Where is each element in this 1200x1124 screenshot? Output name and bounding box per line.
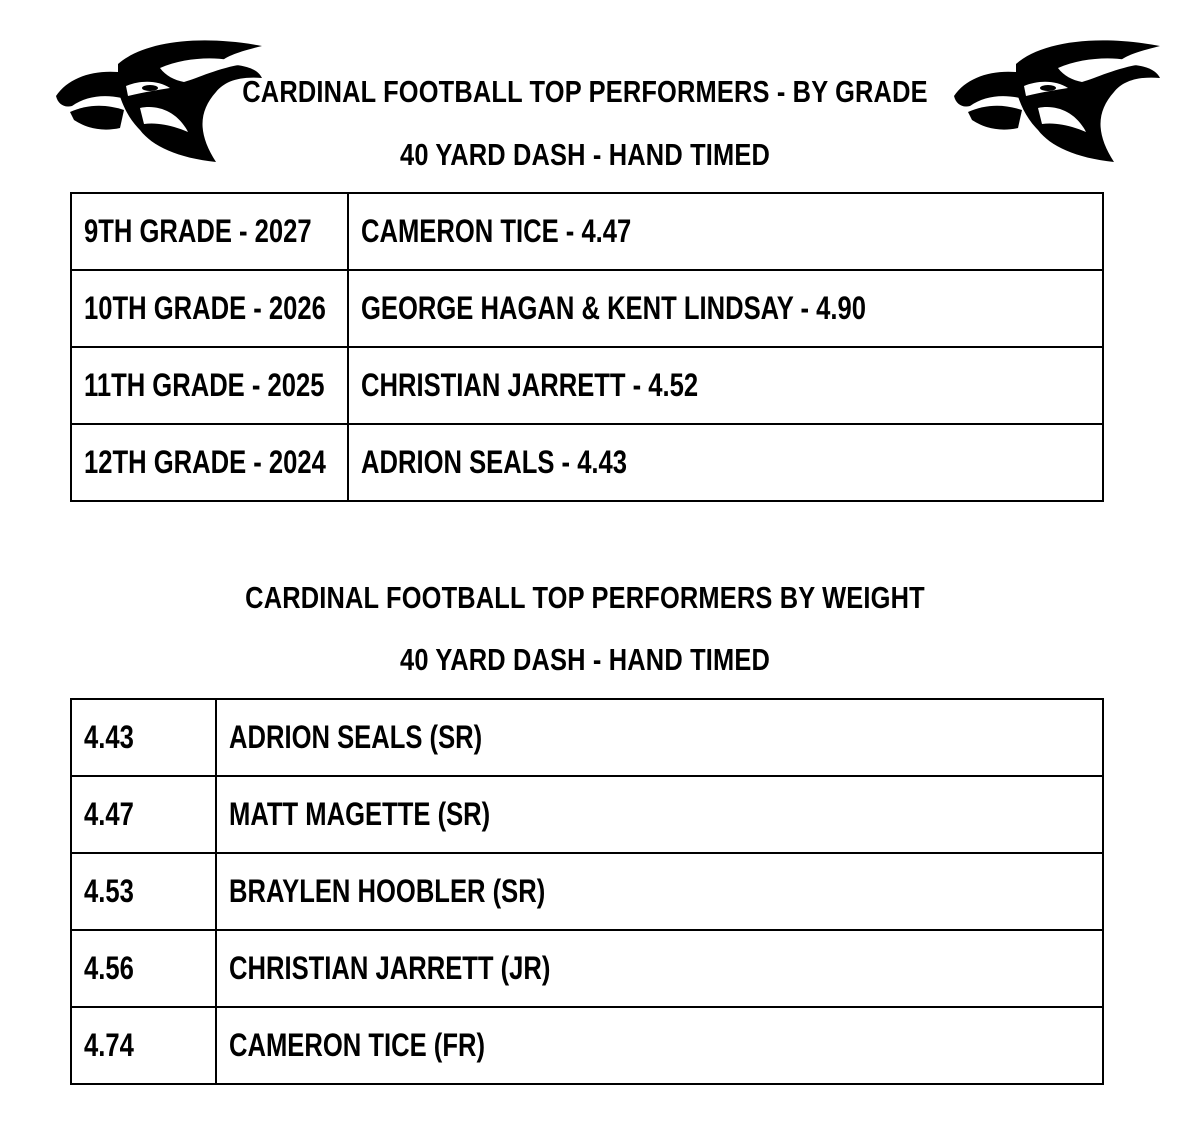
time-cell: 4.47 <box>71 776 216 853</box>
table-row <box>71 930 1103 1007</box>
weight-section-subtitle: 40 YARD DASH - HAND TIMED <box>400 642 770 677</box>
table-row <box>71 699 1103 776</box>
table-row <box>71 776 1103 853</box>
grade-cell: 9TH GRADE - 2027 <box>71 193 348 270</box>
performer-cell: CHRISTIAN JARRETT - 4.52 <box>348 347 1103 424</box>
performer-cell: ADRION SEALS (SR) <box>216 699 1103 776</box>
weight-table <box>70 698 1104 1085</box>
time-cell: 4.43 <box>71 699 216 776</box>
table-row <box>71 270 1103 347</box>
grade-cell: 11TH GRADE - 2025 <box>71 347 348 424</box>
table-row <box>71 424 1103 501</box>
performer-cell: CAMERON TICE - 4.47 <box>348 193 1103 270</box>
performer-cell: ADRION SEALS - 4.43 <box>348 424 1103 501</box>
time-cell: 4.56 <box>71 930 216 1007</box>
performer-cell: MATT MAGETTE (SR) <box>216 776 1103 853</box>
performer-cell: BRAYLEN HOOBLER (SR) <box>216 853 1103 930</box>
table-row <box>71 853 1103 930</box>
weight-section-title: CARDINAL FOOTBALL TOP PERFORMERS BY WEIGHT <box>245 580 925 615</box>
time-cell: 4.53 <box>71 853 216 930</box>
grade-cell: 12TH GRADE - 2024 <box>71 424 348 501</box>
performer-cell: CAMERON TICE (FR) <box>216 1007 1103 1084</box>
grade-section-title: CARDINAL FOOTBALL TOP PERFORMERS - BY GRADE <box>242 74 928 109</box>
performer-cell: GEORGE HAGAN & KENT LINDSAY - 4.90 <box>348 270 1103 347</box>
grade-section-subtitle: 40 YARD DASH - HAND TIMED <box>400 137 770 172</box>
performer-cell: CHRISTIAN JARRETT (JR) <box>216 930 1103 1007</box>
table-row <box>71 193 1103 270</box>
grade-table <box>70 192 1104 502</box>
table-row <box>71 347 1103 424</box>
grade-cell: 10TH GRADE - 2026 <box>71 270 348 347</box>
table-row <box>71 1007 1103 1084</box>
time-cell: 4.74 <box>71 1007 216 1084</box>
